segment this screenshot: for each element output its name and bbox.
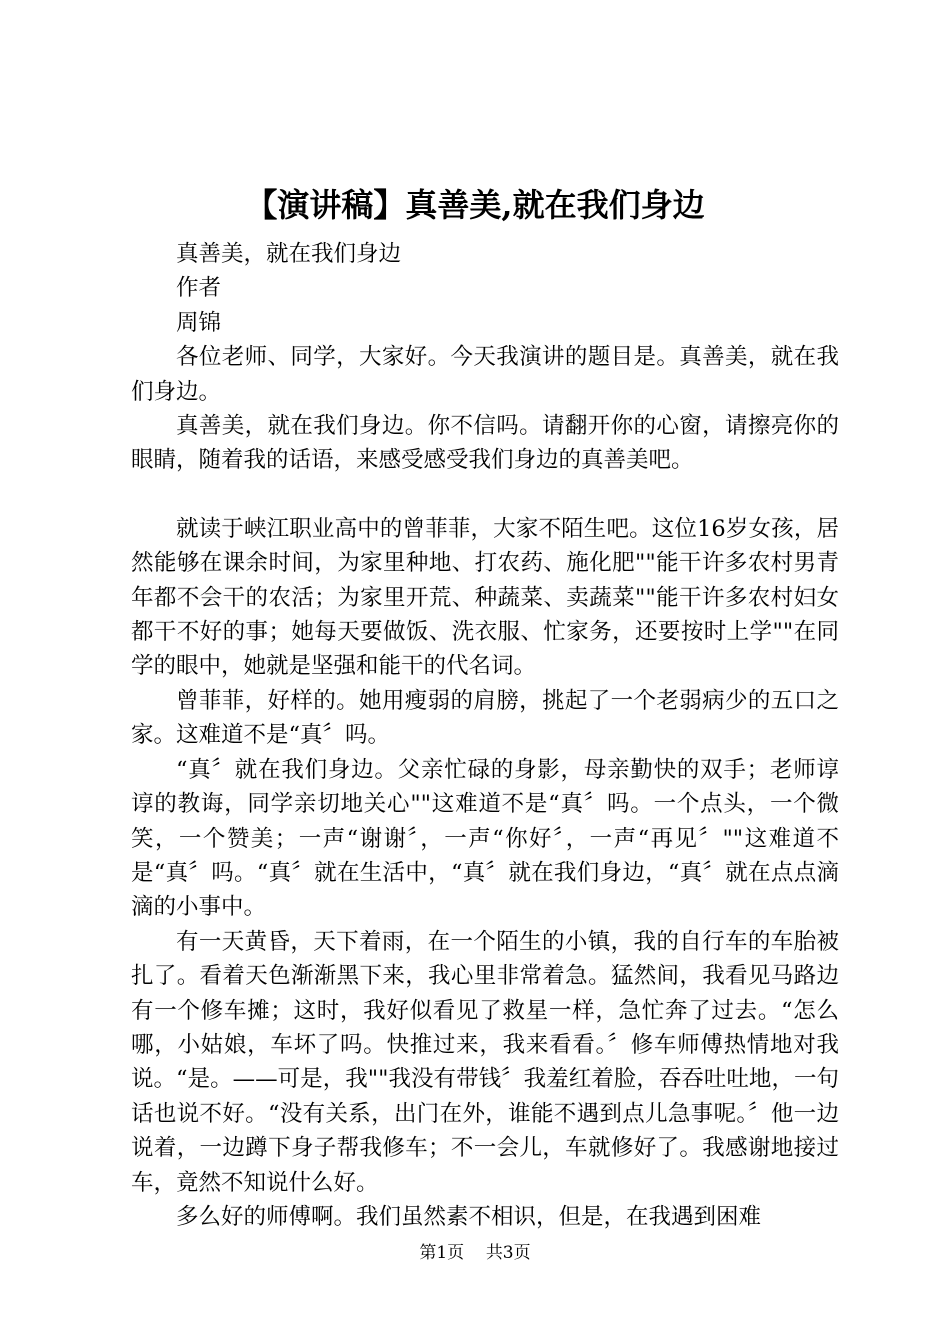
- footer-spacer: [470, 1243, 481, 1263]
- author-name: 周锦: [176, 309, 222, 336]
- document-body: [131, 237, 839, 1234]
- subtitle-line: 真善美，就在我们身边: [176, 241, 402, 267]
- page-footer: [0, 1241, 950, 1265]
- paragraph: 曾菲菲，好样的。她用瘦弱的肩膀，挑起了一个老弱病少的五口之家。这难道不是“真〞吗。: [131, 687, 839, 749]
- paragraph: “真〞就在我们身边。父亲忙碌的身影，母亲勤快的双手；老师谆谆的教诲，同学亲切地关心""这难道不是“真〞吗。一个点头，一个微笑，一个赞美；一声“谢谢〞，一声“你好〞，一声“再见〞""这难道不是“真〞吗。“真〞就在生活中，“真〞就在我们身边，“真〞就在点点滴滴的小事中。: [131, 756, 839, 921]
- page-number: 第1页: [419, 1243, 465, 1263]
- page-total: 共3页: [485, 1243, 531, 1263]
- paragraph: 多么好的师傅啊。我们虽然素不相识，但是，在我遇到困难: [176, 1203, 762, 1230]
- document-title: 【演讲稿】真善美,就在我们身边: [245, 186, 705, 224]
- author-label: 作者: [176, 275, 222, 302]
- paragraph: 就读于峡江职业高中的曾菲菲，大家不陌生吧。这位16岁女孩，居然能够在课余时间，为家里种地、打农药、施化肥""能干许多农村男青年都不会干的农活；为家里开荒、种蔬菜、卖蔬菜""能干许多农村妇女都干不好的事；她每天要做饭、洗衣服、忙家务，还要按时上学""在同学的眼中，她就是坚强和能干的代名词。: [131, 515, 839, 680]
- paragraph: 各位老师、同学，大家好。今天我演讲的题目是。真善美，就在我们身边。: [131, 344, 839, 405]
- paragraph: 有一天黄昏，天下着雨，在一个陌生的小镇，我的自行车的车胎被扎了。看着天色渐渐黑下来，我心里非常着急。猛然间，我看见马路边有一个修车摊；这时，我好似看见了救星一样，急忙奔了过去。“怎么哪，小姑娘，车坏了吗。快推过来，我来看看。〞修车师傅热情地对我说。“是。——可是，我""我没有带钱〞我羞红着脸，吞吞吐吐地，一句话也说不好。“没有关系，出门在外，谁能不遇到点儿急事呢。〞他一边说着，一边蹲下身子帮我修车；不一会儿，车就修好了。我感谢地接过车，竟然不知说什么好。: [131, 928, 839, 1196]
- paragraph: 真善美，就在我们身边。你不信吗。请翻开你的心窗，请擦亮你的眼睛，随着我的话语，来感受感受我们身边的真善美吧。: [131, 413, 839, 474]
